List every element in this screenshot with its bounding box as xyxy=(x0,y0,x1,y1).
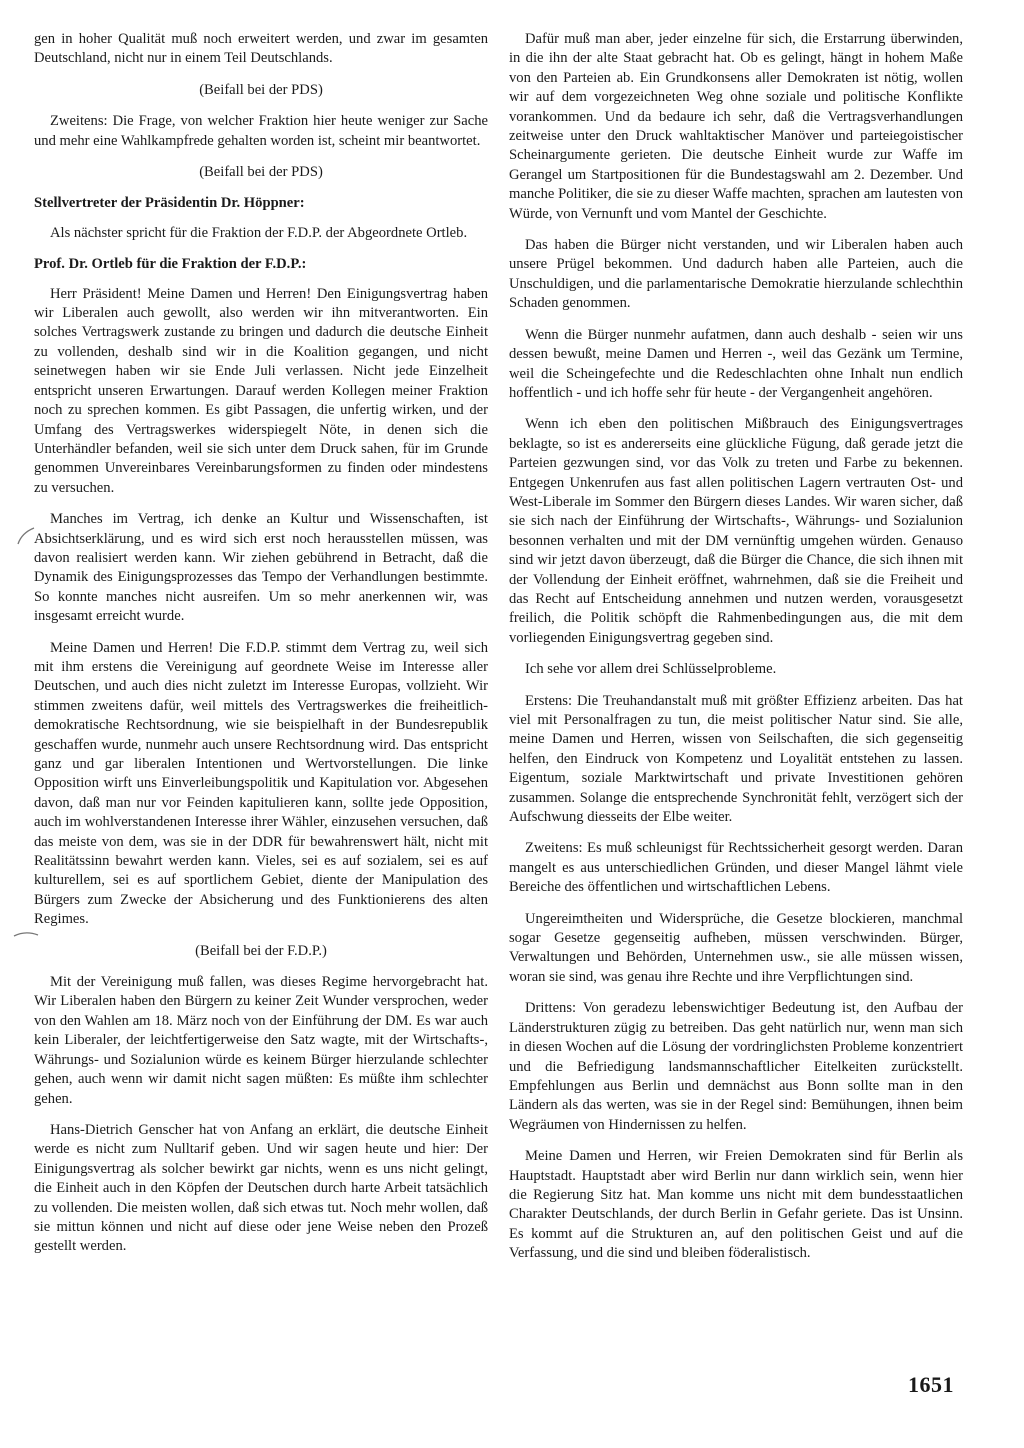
applause-note: (Beifall bei der PDS) xyxy=(199,164,323,181)
speaker-heading: Prof. Dr. Ortleb für die Fraktion der F.D.P.: xyxy=(34,256,307,273)
paragraph: Als nächster spricht für die Fraktion der F.D.P. der Abgeordnete Ortleb. xyxy=(50,224,468,241)
speaker-heading: Stellvertreter der Präsidentin Dr. Höppner: xyxy=(34,195,305,212)
paragraph: Meine Damen und Herren, wir Freien Demokraten sind für Berlin als Hauptstadt. Hauptstadt aber wird Berlin nur dann wirklich sein, wenn hier die Regierung Sitz hat. Man komme uns nicht mit dem bundesstaatlichen Charakter Deutschlands, der durch Berlin in Gefahr geriete. Das ist Unsinn. Es kommt auf die Strukturen an, auf den politischen Geist und auf die Verfassung, und die sind und bleiben föderalistisch. xyxy=(509,1148,963,1262)
paragraph: Manches im Vertrag, ich denke an Kultur und Wissenschaften, ist Absichtserklärung, und es wird sich erst noch herausstellen müssen, was davon realisiert werden kann. Wir ziehen gebührend in Betracht, daß die Dynamik des Einigungsprozesses das Tempo der Verhandlungen bestimmte. So konnte manches nicht ausreifen. Um so mehr anerkennen wir, was insgesamt erreicht wurde. xyxy=(34,511,488,625)
paragraph: Ungereimtheiten und Widersprüche, die Gesetze blockieren, manchmal sogar Gesetze gegenseitig aufheben, müssen verschwinden. Bürger, Verwaltungen und Behörden, Unternehmen usw., sie alle müssen wissen, woran sie sind, was genau ihre Rechte und ihre Verpflichtungen sind. xyxy=(509,910,963,985)
paragraph: Hans-Dietrich Genscher hat von Anfang an erklärt, die deutsche Einheit werde es nicht zum Nulltarif geben. Und wir sagen heute und hier: Der Einigungsvertrag als solcher bewirkt gar nichts, wenn es uns nicht gelingt, die Einheit auch in den Köpfen der Deutschen durch harte Arbeit tatsächlich zu vollenden. Die meisten wollen, daß sich etwas tut. Noch mehr wollen, daß sie mittun können und nicht auf diese oder jene Weise neben den Prozeß gestellt werden. xyxy=(34,1121,488,1255)
paragraph: Meine Damen und Herren! Die F.D.P. stimmt dem Vertrag zu, weil sich mit ihm erstens die Vereinigung auf geordnete Weise im Interesse aller Deutschen, und auch dies nicht zuletzt im Interesse Europas, vollzieht. Wir stimmen zweitens dafür, weil mittels des Vertragswerkes die freiheitlich-demokratische Rechtsordnung, wie sie beispielhaft in der Bundesrepublik geschaffen wurde, nunmehr auch unsere Rechtsordnung wird. Das entspricht ganz und gar liberalen Intentionen und Wertvorstellungen. Die linke Opposition wirft uns Einverleibungspolitik und Kapitulation vor. Abgesehen davon, daß man nur vor Feinden kapitulieren kann, sollte jede Opposition, auch im wohlverstandenen Interesse ihrer Wähler, einzusehen versuchen, daß das meiste von dem, was sie in der DDR für bewahrenswert hält, nicht mit Realitätssinn bewahrt werden kann. Vieles, sei es auf sozialem, sei es auf kulturellem, sei es auf sportlichem Gebiet, diente der Manipulation des Bürgers zum Zwecke der Absicherung und des Funktionierens des alten Regimes. xyxy=(34,639,488,928)
paragraph: Zweitens: Die Frage, von welcher Fraktion hier heute weniger zur Sache und mehr eine Wahlkampfrede gehalten worden ist, scheint mir beantwortet. xyxy=(34,113,488,149)
paragraph: Zweitens: Es muß schleunigst für Rechtssicherheit gesorgt werden. Daran mangelt es aus unterschiedlichen Gründen, und dieser Mangel lähmt viele Bereiche des öffentlichen und wirtschaftlichen Lebens. xyxy=(509,840,963,896)
scan-mark xyxy=(12,924,40,944)
right-column xyxy=(509,30,963,1276)
page-number: 1651 xyxy=(908,1372,954,1397)
paragraph: Wenn die Bürger nunmehr aufatmen, dann auch deshalb - seien wir uns dessen bewußt, meine Damen und Herren -, weil das Gezänk um Termine, weil die Scheingefechte und die Redeschlachten ohne Inhalt nun endlich hoffentlich - und ich hoffe sehr für heute - der Vergangenheit angehören. xyxy=(509,326,963,401)
paragraph: Mit der Vereinigung muß fallen, was dieses Regime hervorgebracht hat. Wir Liberalen haben den Bürgern zu keiner Zeit Wunder versprochen, weder von den Wahlen am 18. März noch von der Einführung der DM. Es war auch kein Liberaler, der leichtfertigerweise den Satz wagte, mit der Wirtschafts-, Währungs- und Sozialunion würde es keinem Bürger hierzulande schlechter gehen, auch wenn wir damit nicht sagen müßten: Es müßte ihm schlechter gehen. xyxy=(34,974,488,1107)
paragraph: Erstens: Die Treuhandanstalt muß mit größter Effizienz arbeiten. Das hat viel mit Personalfragen zu tun, die meist politischer Natur sind. Sie alle, meine Damen und Herren, wissen von Seilschaften, die sich gegenseitig helfen, den Eindruck von Kompetenz und Loyalität entstehen zu lassen. Eigentum, soziale Marktwirtschaft und private Investitionen gehören zusammen. Solange die entsprechende Synchronität fehlt, verzögert sich der Aufschwung diesseits der Elbe weiter. xyxy=(509,692,963,826)
paragraph: Ich sehe vor allem drei Schlüsselprobleme. xyxy=(525,661,777,678)
left-column xyxy=(34,30,488,1269)
paragraph: Das haben die Bürger nicht verstanden, und wir Liberalen haben auch unsere Prügel bekommen. Und dadurch haben alle Parteien, auch die Unschuldigen, und die parlamentarische Demokratie hierzulande schlechthin Schaden genommen. xyxy=(509,237,963,312)
paragraph: gen in hoher Qualität muß noch erweitert werden, und zwar im gesamten Deutschland, nicht nur in einem Teil Deutschlands. xyxy=(34,31,488,67)
scan-mark xyxy=(14,524,38,548)
paragraph: Dafür muß man aber, jeder einzelne für sich, die Erstarrung überwinden, in die ihn der alte Staat gebracht hat. Ob es gelingt, hängt in hohem Maße von den Parteien ab. Ein Grundkonsens aller Demokraten ist nötig, wollen wir auf dem vorgezeichneten Weg ohne soziale und politische Konflikte vorankommen. Und da bedaure ich sehr, daß die Vertragsverhandlungen zeitweise unter den Druck wahltaktischer Manöver und parteiegoistischer Scheinargumente gerieten. Die deutsche Einheit wurde zur Waffe im Gerangel um Startpositionen für die Bundestagswahl am 2. Dezember. Und manche Politiker, die sie zu dieser Waffe machten, sprachen am lautesten von Würde, von Vernunft und vom Mantel der Geschichte. xyxy=(509,31,963,222)
paragraph: Wenn ich eben den politischen Mißbrauch des Einigungsvertrages beklagte, so ist es andererseits eine glückliche Fügung, daß gerade jetzt die Parteien gezwungen sind, vor das Volk zu treten und Farbe zu bekennen. Entgegen Unkenrufen aus fast allen politischen Lagern vertrauten Ost- und West-Liberale im Sommer den Bürgern dieses Landes. Wir waren sicher, daß sie sich nach der Einführung der Wirtschafts-, Währungs- und Sozialunion besonnen verhalten und mit der DM vernünftig umgehen würden. Genauso sind wir jetzt davon überzeugt, daß die Bürger die Chance, die sich ihnen mit der Vollendung der Einheit eröffnet, wahrnehmen, daß sie die Freiheit und das Recht auf Entscheidung annehmen und nutzen werden, vorausgesetzt freilich, die Politik schöpft die Rahmenbedingungen aus, die mit dem vorliegenden Einigungsvertrag gegeben sind. xyxy=(509,416,963,646)
paragraph: Herr Präsident! Meine Damen und Herren! Den Einigungsvertrag haben wir Liberalen auch gewollt, also werden wir ihn mitverantworten. Ein solches Vertragswerk zustande zu bringen und dadurch die deutsche Einheit zu vollenden, deshalb sind wir in die Koalition gegangen, und nicht seinetwegen haben wir sie Ende Juli verlassen. Nicht jede Einzelheit entspricht unseren Erwartungen. Darauf werden Kollegen meiner Fraktion noch zu sprechen kommen. Es gibt Passagen, die unfertig wirken, und der Umfang des Vertragswerkes widerspiegelt Nöte, in denen sich die Unterhändler befanden, weil sie sich unter dem Druck sahen, für im Grunde genommen Unvereinbares Vereinbarungsformen zu finden oder mindestens zu versuchen. xyxy=(34,285,488,496)
applause-note: (Beifall bei der PDS) xyxy=(199,81,323,98)
paragraph: Drittens: Von geradezu lebenswichtiger Bedeutung ist, den Aufbau der Länderstrukturen zügig zu betreiben. Das geht natürlich nur, wenn man sich in diesen Wochen auf die Lösung der vordringlichsten Probleme konzentriert und die Befriedigung landsmannschaftlicher Eitelkeiten zurückstellt. Empfehlungen aus Berlin und demnächst aus Bonn sollte man in den Ländern als das werten, was sie in der Regel sind: Bemühungen, ihnen beim Wegräumen von Hindernissen zu helfen. xyxy=(509,1000,963,1133)
applause-note: (Beifall bei der F.D.P.) xyxy=(195,942,327,959)
